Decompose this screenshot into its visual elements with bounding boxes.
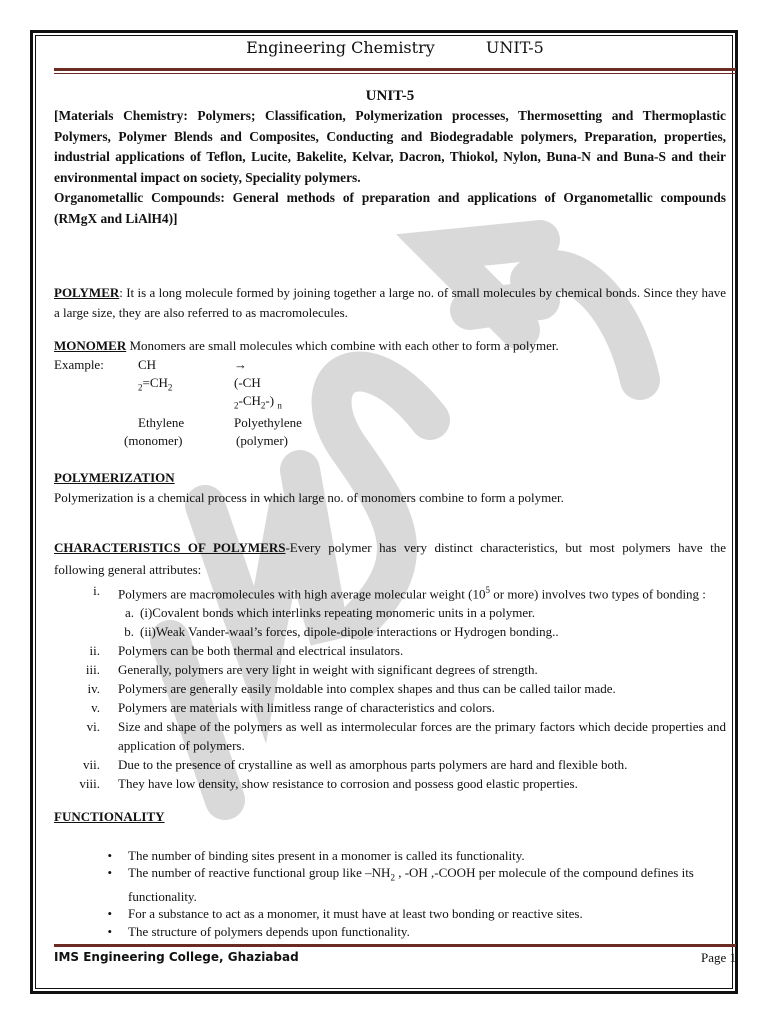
list-item — [54, 641, 726, 660]
item-text — [100, 581, 726, 603]
characteristics-intro-text: -Every polymer has very distinct characteristics, but most polymers have the following general attributes: — [54, 540, 726, 578]
list-item — [54, 864, 726, 905]
list-item — [54, 923, 726, 941]
monomer-note: (monomer) — [124, 433, 183, 449]
formula-part: CH — [138, 356, 157, 372]
item-number: a. — [124, 605, 134, 621]
list-item — [54, 905, 726, 923]
item-text: Generally, polymers are very light in weight with significant degrees of strength. — [118, 662, 538, 678]
list-item — [54, 774, 726, 793]
list-item — [54, 755, 726, 774]
page-header — [54, 38, 736, 64]
reaction-arrow: → — [234, 356, 247, 372]
item-text — [112, 864, 726, 905]
monomer-text: Monomers are small molecules which combine with each other to form a polymer. — [126, 338, 559, 353]
item-number: ii. — [89, 643, 100, 659]
page-footer — [54, 950, 736, 968]
bullet-icon: • — [107, 923, 112, 939]
polymer-definition — [54, 283, 726, 322]
item-text-part: or more) involves two types of bonding : — [490, 586, 706, 602]
syllabus-text: [Materials Chemistry: Polymers; Classification, Polymerization processes, Thermosetting and Thermoplastic Polymers, Polymer Blends and Composites, Conducting and Biodegradable polymers, Preparation, properties, industrial applications of Teflon, Lucite, Bakelite, Kelvar, Dacron, Thiokol, Nylon, Buna-N and Buna-S and their environmental impact on society, Speciality polymers. — [54, 108, 726, 185]
footer-college: IMS Engineering College, Ghaziabad — [54, 950, 299, 964]
header-unit: UNIT-5 — [485, 38, 544, 57]
characteristics-intro — [54, 537, 726, 581]
subscript: 2 — [390, 873, 395, 884]
item-number: iv. — [87, 681, 100, 697]
item-text: Polymers are generally easily moldable into complex shapes and thus can be called tailor made. — [118, 681, 616, 697]
page-number: Page 1 — [700, 950, 736, 965]
monomer-example — [54, 356, 726, 451]
functionality-heading: FUNCTIONALITY — [54, 809, 165, 825]
item-text: They have low density, show resistance to corrosion and possess good elastic properties. — [118, 776, 578, 792]
syllabus-organometallic: Organometallic Compounds: General methods of preparation and applications of Organometallic compounds (RMgX and LiAlH4)] — [54, 190, 726, 226]
polymer-text: : It is a long molecule formed by joining together a large no. of small molecules by chemical bonds. Since they have a large size, they are also referred to as macromolecules. — [54, 285, 726, 320]
item-number: i. — [93, 583, 100, 599]
polymer-note: (polymer) — [236, 433, 288, 449]
characteristics-list — [54, 581, 726, 603]
item-text: Size and shape of the polymers as well as intermolecular forces are the primary factors which decide properties and application of polymers. — [118, 719, 726, 754]
item-text-part: Polymers are macromolecules with high average molecular weight (10 — [118, 586, 486, 602]
item-number: viii. — [79, 776, 100, 792]
page-content — [54, 86, 726, 940]
bullet-icon: • — [107, 865, 112, 881]
bullet-icon: • — [107, 906, 112, 922]
polymerization-heading: POLYMERIZATION — [54, 470, 175, 486]
functionality-list — [54, 847, 726, 940]
item-text: (ii)Weak Vander-waal’s forces, dipole-dipole interactions or Hydrogen bonding.. — [140, 624, 559, 640]
item-number: b. — [124, 624, 134, 640]
polymer-term: POLYMER — [54, 285, 120, 300]
item-text: Due to the presence of crystalline as well as amorphous parts polymers are hard and flexible both. — [118, 757, 628, 773]
item-text: (i)Covalent bonds which interlinks repeating monomeric units in a polymer. — [140, 605, 535, 621]
polymerization-text: Polymerization is a chemical process in which large no. of monomers combine to form a polymer. — [54, 489, 564, 505]
footer-rule — [54, 944, 736, 947]
item-number: v. — [91, 700, 100, 716]
example-label: Example: — [54, 356, 104, 372]
characteristics-heading: CHARACTERISTICS OF POLYMERS — [54, 540, 286, 556]
list-item — [54, 581, 726, 603]
list-item — [54, 717, 726, 755]
item-text: For a substance to act as a monomer, it must have at least two bonding or reactive sites. — [128, 906, 583, 922]
ethylene-label: Ethylene — [138, 415, 185, 431]
item-number: iii. — [85, 662, 100, 678]
item-number: vii. — [83, 757, 100, 773]
list-item — [54, 622, 726, 641]
polyethylene-label: Polyethylene — [234, 415, 302, 431]
superscript: 5 — [485, 585, 490, 596]
list-item — [54, 679, 726, 698]
item-text: Polymers can be both thermal and electrical insulators. — [118, 643, 404, 659]
item-text: The number of binding sites present in a monomer is called its functionality. — [128, 847, 525, 863]
ethylene-formula: CH $_2=CH_2$ — [138, 356, 234, 415]
list-item — [54, 847, 726, 865]
monomer-term: MONOMER — [54, 338, 127, 353]
list-item — [54, 698, 726, 717]
header-rule-thick — [54, 68, 736, 71]
polyethylene-formula: → (-CH $_2-CH_2-$) $_n$ — [234, 356, 344, 415]
characteristics-list-continued — [54, 641, 726, 793]
item-text-part: , -OH ,-COOH per molecule of the compound defines its functionality. — [128, 865, 694, 904]
item-text: The structure of polymers depends upon functionality. — [128, 923, 410, 939]
bonding-sublist — [54, 603, 726, 641]
list-item — [54, 603, 726, 622]
formula-part: (-CH — [234, 374, 261, 390]
item-text: Polymers are materials with limitless range of characteristics and colors. — [118, 700, 495, 716]
header-rule-thin — [54, 73, 736, 74]
header-title: Engineering Chemistry — [246, 38, 435, 57]
item-number: vi. — [86, 719, 100, 735]
unit-heading: UNIT-5 — [365, 88, 415, 104]
monomer-definition — [54, 336, 726, 356]
bullet-icon: • — [107, 847, 112, 863]
list-item — [54, 660, 726, 679]
item-text-part: The number of reactive functional group like –NH — [128, 865, 391, 881]
